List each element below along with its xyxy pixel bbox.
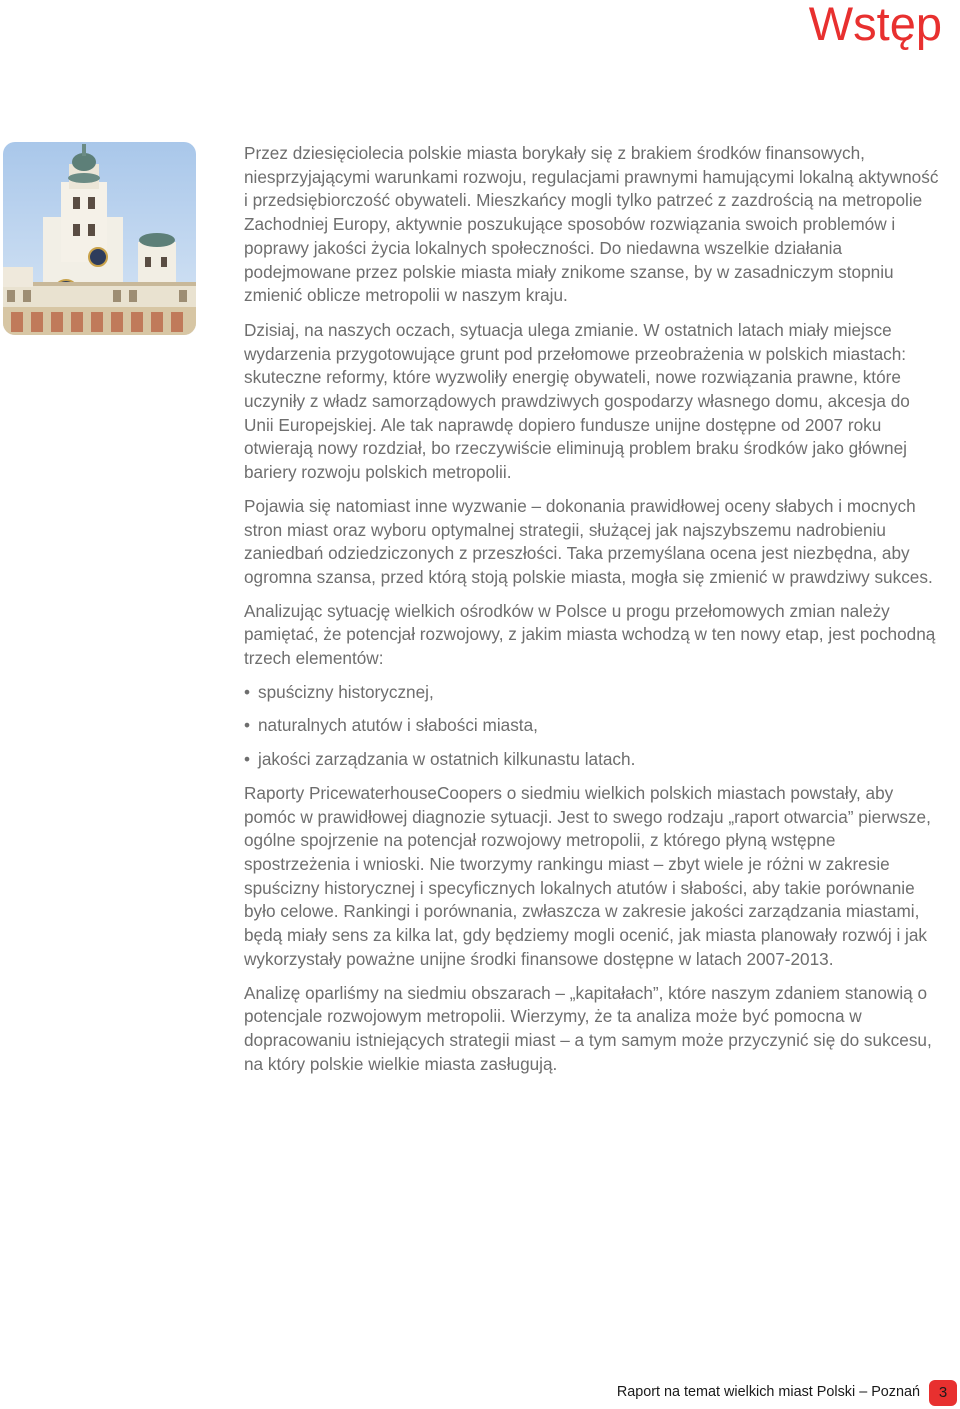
town-hall-tower-image <box>3 142 196 335</box>
paragraph: Analizując sytuację wielkich ośrodków w Polsce u progu przełomowych zmian należy pamiętać, że potencjał rozwojowy, z jakim miasta wchodzą w ten nowy etap, jest pochodną trzech elementów: <box>244 600 936 669</box>
paragraph: Dzisiaj, na naszych oczach, sytuacja ulega zmianie. W ostatnich latach miały miejsce wydarzenia przygotowujące grunt pod przełomowe przeobrażenia w polskich miastach: skuteczne reformy, które wyzwoliły energię obywateli, nowe rozwiązania prawne, które uczyniły z władz samorządowych prawdziwych gospodarzy własnego domu, akcesja do Unii Europejskiej. Ale tak naprawdę dopiero fundusze unijne dostępne od 2007 roku otwierają nowy rozdział, bo rzeczywiście eliminują problem braku środków jako głównej bariery rozwoju polskich metropolii. <box>244 319 910 483</box>
bullet-icon: • <box>244 749 251 770</box>
paragraph: Raporty PricewaterhouseCoopers o siedmiu wielkich polskich miastach powstały, aby pomóc w prawidłowej diagnozie sytuacji. Jest to swego rodzaju „raport otwarcia” pierwsze, ogólne spojrzenie na potencjał rozwojowy metropolii, z którego płyną wstępne spostrzeżenia i wnioski. Nie tworzymy rankingu miast – zbyt wiele je różni w zakresie spuścizny historycznej i specyficznych lokalnych atutów i słabości, aby takie porównanie było celowe. Rankingi i porównania, zwłaszcza w zakresie jakości zarządzania miastami, będą miały sens za kilka lat, gdy będziemy mogli ocenić, jak miasta planowały rozwój i jak wykorzystały poważne unijne środki finansowe dostępne w latach 2007-2013. <box>244 782 931 969</box>
paragraph: Pojawia się natomiast inne wyzwanie – dokonania prawidłowej oceny słabych i mocnych stron miast oraz wyboru optymalnej strategii, służącej jak najszybszemu nadrobieniu zaniedbań odziedziczonych z przeszłości. Taka przemyślana ocena jest niezbędna, aby ogromna szansa, przed którą stoją polskie miasta, mogła się zmienić w prawdziwy sukces. <box>244 495 933 587</box>
paragraph: Analizę oparliśmy na siedmiu obszarach – „kapitałach”, które naszym zdaniem stanowią o potencjale rozwojowym metropolii. Wierzymy, że ta analiza może być pomocna w dopracowaniu istniejących strategii miast – a tym samym może przyczynić się do sukcesu, na który polskie wielkie miasta zasługują. <box>244 982 932 1074</box>
list-item-text: naturalnych atutów i słabości miasta, <box>258 715 538 736</box>
list-item <box>244 748 944 772</box>
list-item <box>244 681 944 705</box>
town-hall-tower-illustration <box>3 142 196 335</box>
page-title: Wstęp <box>808 0 942 50</box>
paragraph: Przez dziesięciolecia polskie miasta borykały się z brakiem środków finansowych, niesprzyjającymi warunkami rozwoju, regulacjami prawnymi hamującymi lokalną aktywność i przedsiębiorczość obywateli. Mieszkańcy mogli tylko patrzeć z zazdrością na metropolie Zachodniej Europy, aktywnie poszukujące sposobów rozwiązania swoich problemów i poprawy jakości życia lokalnych społeczności. Do niedawna wszelkie działania podejmowane przez polskie miasta miały znikome szanse, by w zasadniczym stopniu zmienić oblicze metropolii w naszym kraju. <box>244 143 939 306</box>
list-item-text: spuścizny historycznej, <box>258 681 434 702</box>
list-item <box>244 714 944 738</box>
footer-text: Raport na temat wielkich miast Polski – Poznań <box>616 1384 920 1400</box>
bullet-icon: • <box>244 715 251 736</box>
bullet-icon: • <box>244 681 251 702</box>
list-item-text: jakości zarządzania w ostatnich kilkunastu latach. <box>258 749 636 770</box>
body-text <box>244 142 944 1086</box>
page-number-badge: 3 <box>929 1380 957 1406</box>
